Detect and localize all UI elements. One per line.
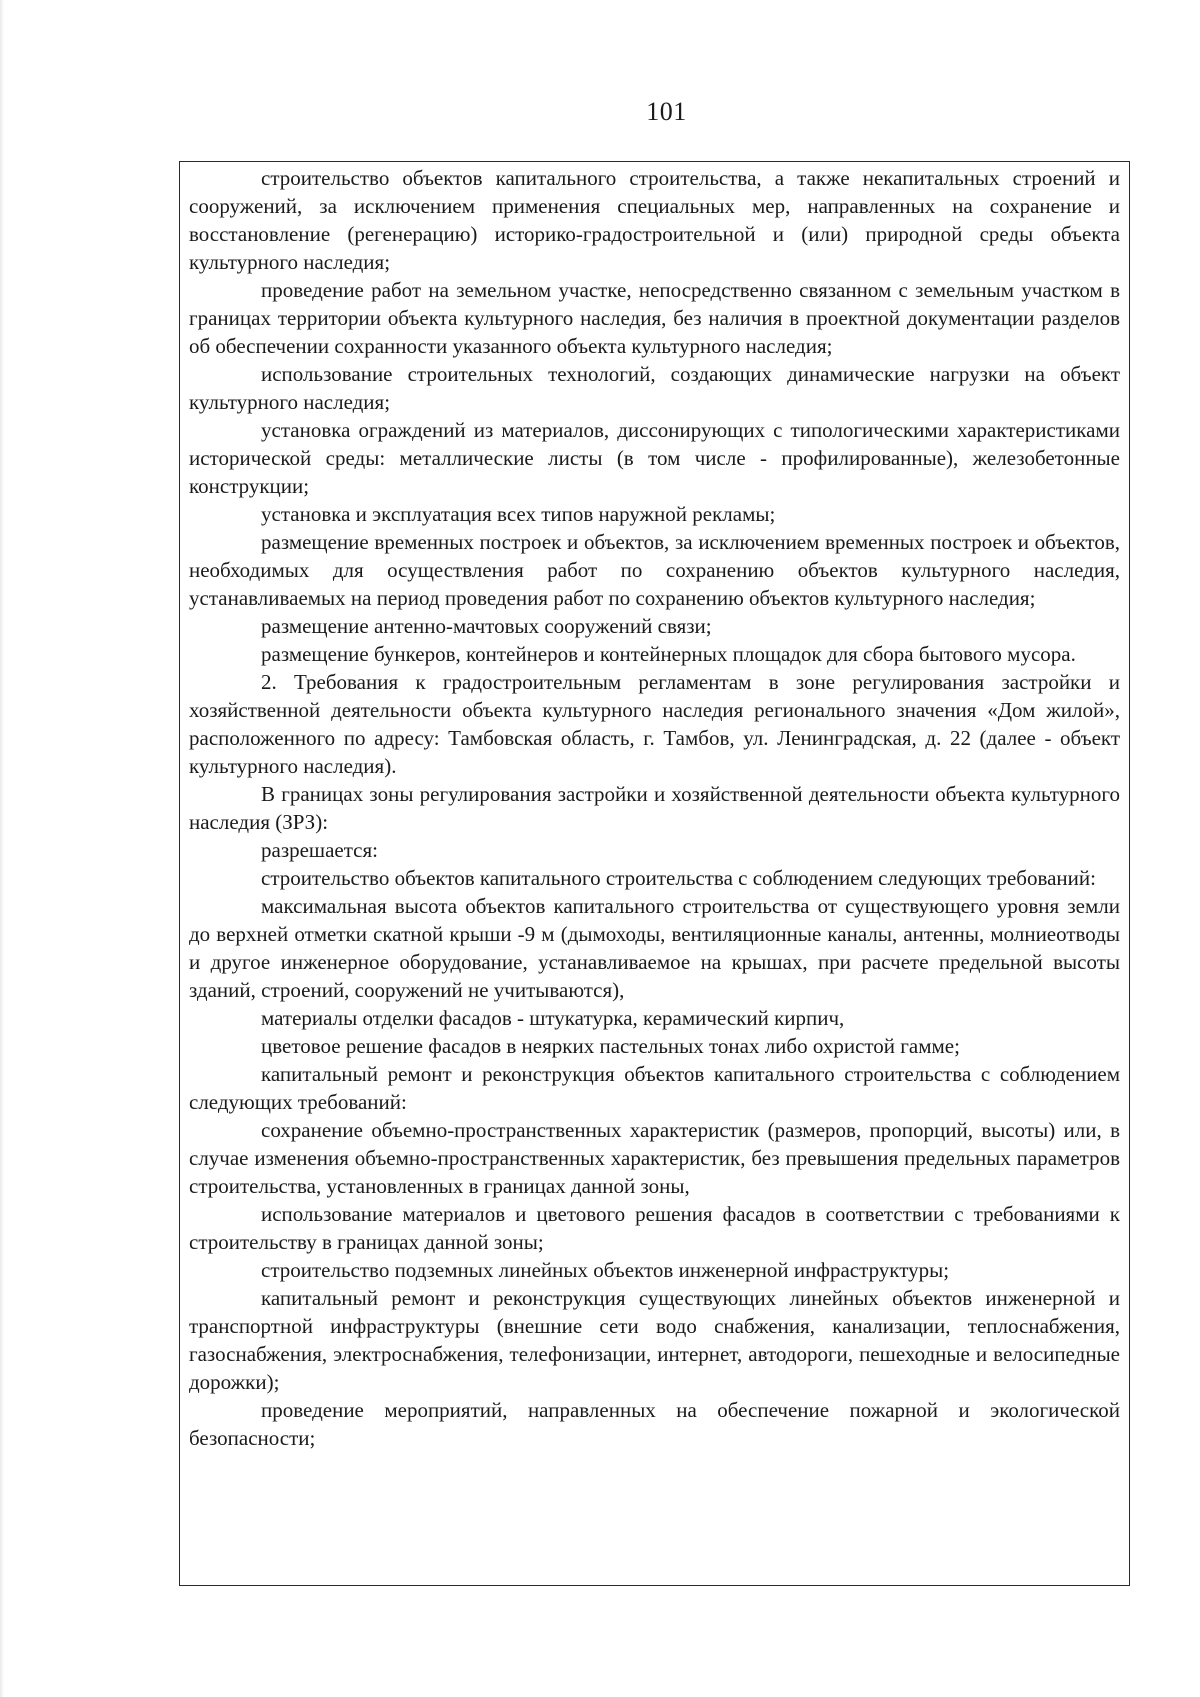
paragraph: разрешается: [261,838,378,862]
page-number: 101 [646,97,687,126]
paragraph: строительство подземных линейных объектов инженерной инфраструктуры; [261,1258,950,1282]
document-body [189,164,1120,1452]
paragraph: проведение работ на земельном участке, непосредственно связанном с земельным участком в границах территории объекта культурного наследия, без наличия в проектной документации разделов об обеспечении сохранности указанного объекта культурного наследия; [189,278,1120,358]
paragraph: максимальная высота объектов капитального строительства от существующего уровня земли до верхней отметки скатной крыши -9 м (дымоходы, вентиляционные каналы, антенны, молниеотводы и другое инженерное оборудование, устанавливаемое на крышах, при расчете предельной высоты зданий, строений, сооружений не учитываются), [189,894,1120,1002]
paragraph: материалы отделки фасадов - штукатурка, керамический кирпич, [261,1006,845,1030]
paragraph: В границах зоны регулирования застройки и хозяйственной деятельности объекта культурного наследия (ЗРЗ): [189,782,1120,834]
paragraph: капитальный ремонт и реконструкция объектов капитального строительства с соблюдением следующих требований: [189,1062,1120,1114]
paragraph: капитальный ремонт и реконструкция существующих линейных объектов инженерной и транспортной инфраструктуры (внешние сети водо снабжения, канализации, теплоснабжения, газоснабжения, электроснабжения, телефонизации, интернет, автодороги, пешеходные и велосипедные дорожки); [189,1286,1120,1394]
paragraph: цветовое решение фасадов в неярких пастельных тонах либо охристой гамме; [261,1034,960,1058]
paragraph: размещение антенно-мачтовых сооружений связи; [261,614,712,638]
paragraph: размещение временных построек и объектов, за исключением временных построек и объектов, необходимых для осуществления работ по сохранению объектов культурного наследия, устанавливаемых на период проведения работ по сохранению объектов культурного наследия; [189,530,1120,610]
paragraph: строительство объектов капитального строительства, а также некапитальных строений и сооружений, за исключением применения специальных мер, направленных на сохранение и восстановление (регенерацию) историко-градостроительной и (или) природной среды объекта культурного наследия; [189,166,1120,274]
paragraph: использование строительных технологий, создающих динамические нагрузки на объект культурного наследия; [189,362,1120,414]
paragraph: использование материалов и цветового решения фасадов в соответствии с требованиями к строительству в границах данной зоны; [189,1202,1120,1254]
paragraph: размещение бункеров, контейнеров и контейнерных площадок для сбора бытового мусора. [261,642,1076,666]
paragraph: проведение мероприятий, направленных на обеспечение пожарной и экологической безопасности; [189,1398,1120,1450]
paragraph: сохранение объемно-пространственных характеристик (размеров, пропорций, высоты) или, в случае изменения объемно-пространственных характеристик, без превышения предельных параметров строительства, установленных в границах данной зоны, [189,1118,1120,1198]
paragraph: установка ограждений из материалов, диссонирующих с типологическими характеристиками исторической среды: металлические листы (в том числе - профилированные), железобетонные конструкции; [189,418,1120,498]
paragraph: строительство объектов капитального строительства с соблюдением следующих требований: [261,866,1096,890]
scan-edge [0,0,4,1697]
paragraph: 2. Требования к градостроительным регламентам в зоне регулирования застройки и хозяйственной деятельности объекта культурного наследия регионального значения «Дом жилой», расположенного по адресу: Тамбовская область, г. Тамбов, ул. Ленинградская, д. 22 (далее - объект культурного наследия). [189,670,1120,778]
paragraph: установка и эксплуатация всех типов наружной рекламы; [261,502,776,526]
